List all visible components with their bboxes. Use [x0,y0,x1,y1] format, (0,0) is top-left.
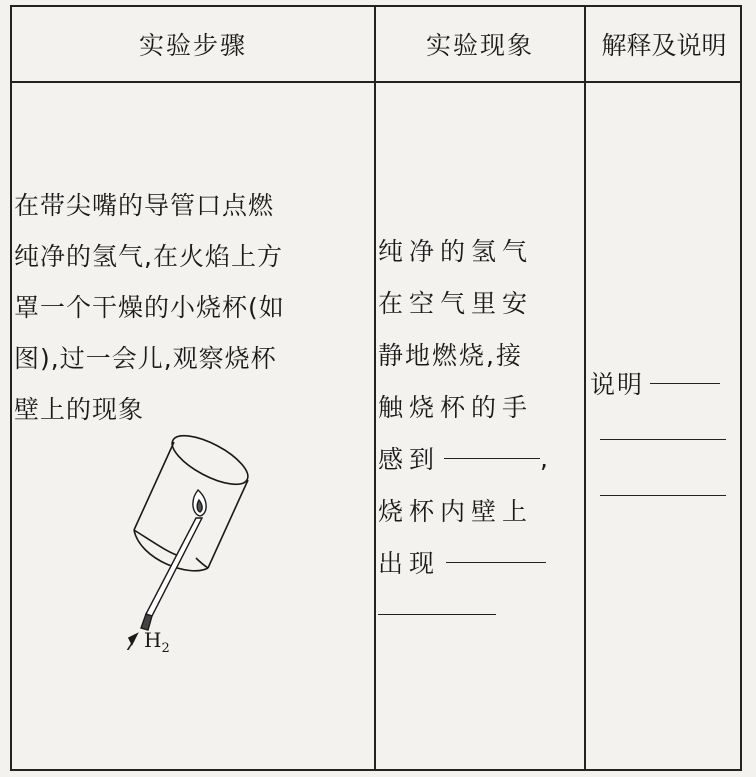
appear-label: 出现 [378,549,441,578]
procedure-line: 壁上的现象 [14,395,145,424]
explanation-area [590,355,730,523]
procedure-text [14,180,350,435]
observation-line: 纯净的氢气 [378,237,534,266]
flame-icon [193,490,206,516]
observation-line: 触烧杯的手 [378,393,534,422]
observation-feel-line [378,432,578,484]
column-divider [584,7,586,769]
feel-blank[interactable] [444,457,540,459]
observation-line: 在空气里安 [378,289,534,318]
explanation-blank[interactable] [650,382,720,384]
explanation-blank[interactable] [600,438,726,440]
procedure-line: 纯净的氢气,在火焰上方 [14,242,283,271]
observation-line: 烧杯内壁上 [378,497,534,526]
explanation-line [590,355,730,411]
procedure-line: 罩一个干燥的小烧杯(如 [14,293,285,322]
feel-suffix: , [540,443,554,473]
observation-appear-line [378,536,578,588]
header-explanation: 解释及说明 [601,31,727,60]
header-divider [12,81,740,83]
observation-line: 静地燃烧,接 [378,341,523,370]
column-divider [374,7,376,769]
explanation-label: 说明 [590,370,645,399]
explanation-line [590,411,730,467]
observation-continuation-line [378,588,578,640]
appear-blank[interactable] [446,561,546,563]
gas-inflow-arrow-icon [120,634,137,650]
hydrogen-label: $H_2$ [144,628,170,656]
glass-tube-icon [141,518,202,630]
appear-blank-continued[interactable] [378,613,496,615]
procedure-line: 图),过一会儿,观察烧杯 [14,344,277,373]
explanation-line [590,467,730,523]
procedure-line: 在带尖嘴的导管口点燃 [14,191,275,220]
observation-text [378,224,578,640]
explanation-blank[interactable] [600,494,726,496]
header-steps: 实验步骤 [138,31,247,60]
feel-label: 感到 [378,445,441,474]
beaker-hydrogen-flame-diagram [110,430,270,650]
header-phenomena: 实验现象 [425,31,534,60]
